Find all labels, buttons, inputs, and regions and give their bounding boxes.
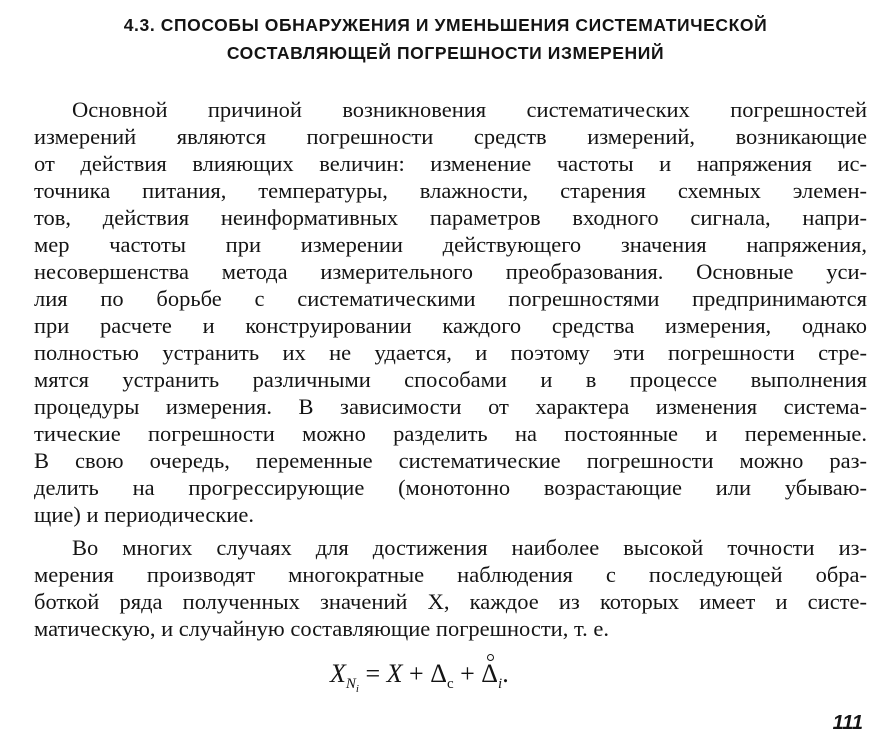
paragraph-line: тические погрешности можно разделить на постоянные и переменные. (34, 421, 867, 446)
measurement-formula (330, 658, 509, 705)
formula-delta-systematic-subscript: c (446, 676, 454, 692)
formula-x: X (386, 659, 403, 688)
formula-delta-systematic: Δ (430, 659, 447, 688)
paragraph-line: В свою очередь, переменные систематические погрешности можно раз- (34, 448, 867, 473)
paragraph-line: от действия влияющих величин: изменение частоты и напряжения ис- (34, 151, 867, 176)
page-number: 111 (832, 712, 863, 734)
formula-lhs-subsubscript: i (355, 683, 359, 695)
paragraph-line: при расчете и конструировании каждого средства измерения, однако (34, 313, 867, 338)
paragraph-line: мер частоты при измерении действующего значения напряжения, (34, 232, 867, 257)
section-heading-line-1: 4.3. СПОСОБЫ ОБНАРУЖЕНИЯ И УМЕНЬШЕНИЯ СИСТЕМАТИЧЕСКОЙ (123, 15, 768, 35)
paragraph-line: мерения производят многократные наблюдения с последующей обра- (34, 562, 867, 587)
formula-lhs: X (330, 659, 346, 688)
formula-plus: + (453, 659, 482, 688)
paragraph-line: лия по борьбе с систематическими погрешностями предпринимаются (34, 286, 867, 311)
formula-lhs-subscript: N (345, 676, 356, 692)
paragraph-line: точника питания, температуры, влажности, старения схемных элемен- (34, 178, 867, 203)
formula-equals: = (358, 659, 387, 688)
paragraph-line: Основной причиной возникновения систематических погрешностей (72, 97, 867, 122)
formula-period: . (502, 659, 509, 688)
formula-delta-random: Δ (481, 659, 499, 688)
paragraph-line: несовершенства метода измерительного преобразования. Основные уси- (34, 259, 867, 284)
formula-plus: + (402, 659, 431, 688)
paragraph-line: измерений являются погрешности средств измерений, возникающие (34, 124, 867, 149)
paragraph-line: матическую, и случайную составляющие погрешности, т. е. (34, 616, 609, 641)
paragraph-line: боткой ряда полученных значений X, каждое из которых имеет и систе- (34, 589, 867, 614)
paragraph-line: тов, действия неинформативных параметров входного сигнала, напри- (34, 205, 867, 230)
paragraph-line: процедуры измерения. В зависимости от характера изменения система- (34, 394, 867, 419)
paragraph-line: делить на прогрессирующие (монотонно возрастающие или убываю- (34, 475, 867, 500)
paragraph-line: Во многих случаях для достижения наиболее высокой точности из- (72, 535, 867, 560)
section-heading-line-2: СОСТАВЛЯЮЩЕЙ ПОГРЕШНОСТИ ИЗМЕРЕНИЙ (226, 43, 665, 63)
paragraph-line: мятся устранить различными способами и в процессе выполнения (34, 367, 867, 392)
formula-delta-random-subscript: i (498, 676, 503, 692)
paragraph-line: щие) и периодические. (34, 502, 254, 527)
paragraph-line: полностью устранить их не удается, и поэтому эти погрешности стре- (34, 340, 867, 365)
